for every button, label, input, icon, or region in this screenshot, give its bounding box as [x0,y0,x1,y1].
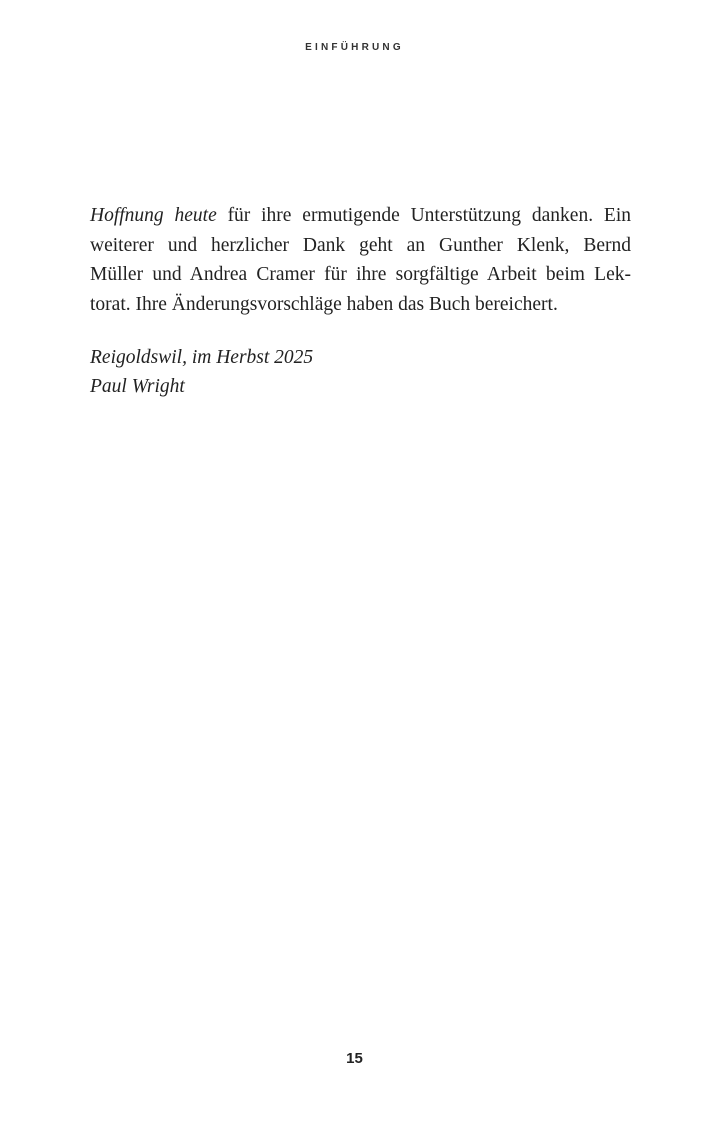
signature-block [90,343,313,401]
paragraph-line-3: Müller und Andrea Cramer für ihre sorgfältige Arbeit beim Lek- [90,264,631,285]
paragraph-line-4: torat. Ihre Änderungsvorschläge haben das Buch bereichert. [90,293,558,315]
body-paragraph [90,201,631,319]
running-head: EINFÜHRUNG [305,42,404,53]
paragraph-line-1 [90,201,631,231]
paragraph-line-2: weiterer und herzlicher Dank geht an Gunther Klenk, Bernd [90,234,631,256]
signature-author: Paul Wright [90,376,185,397]
signature-place-date: Reigoldswil, im Herbst 2025 [90,347,314,368]
book-title-italic: Hoffnung heute [90,205,217,226]
paragraph-line-1-text: für ihre ermutigende Unterstützung danken. Ein [216,205,631,226]
page-number: 15 [346,1050,363,1067]
